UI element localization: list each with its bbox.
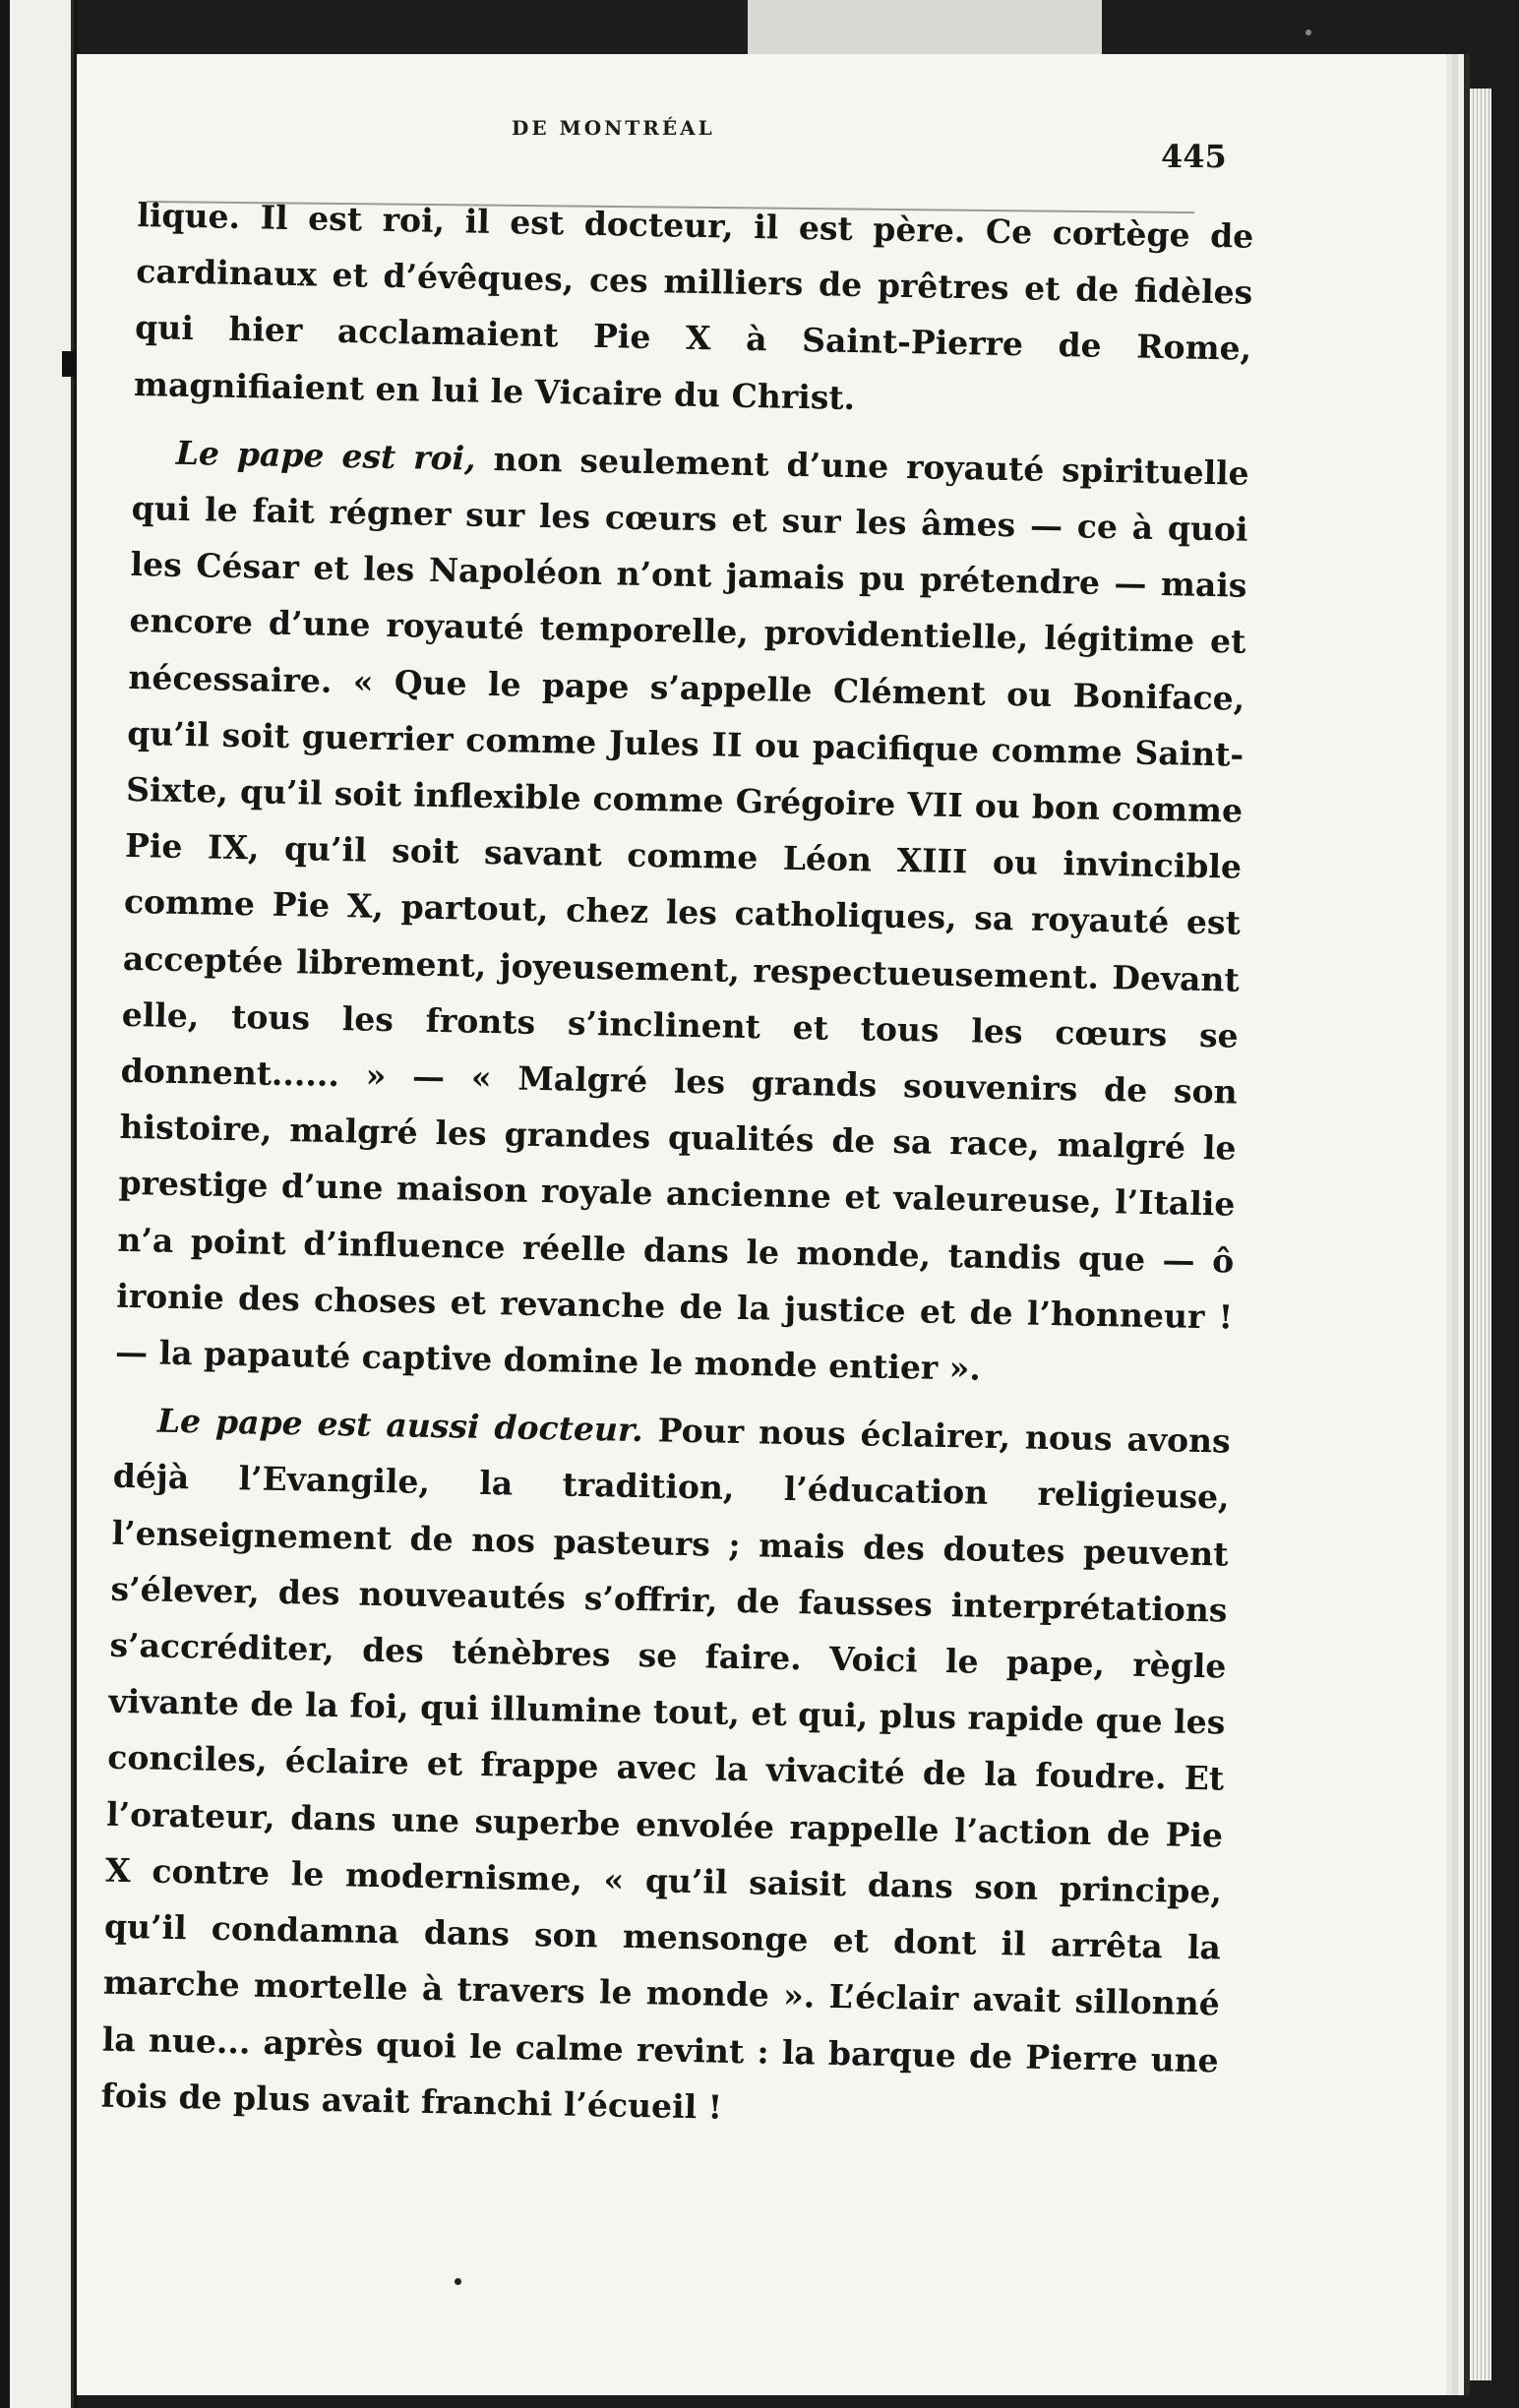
paragraph-2-text: non seulement d’une royauté spirituelle qui le fait régner sur les cœurs et sur les âmes — ce à quoi les César et les Napoléon n’ont jamais pu prétendre — mais encore d’une royauté temporelle, providentielle, légitime et nécessaire. « Que le pape s’appelle Clément ou Boniface, qu’il soit guerrier comme Jules II ou pacifique comme Saint-Sixte, qu’il soit inflexible comme Grégoire VII ou bon comme Pie IX, qu’il soit savant comme Léon XIII ou invincible comme Pie X, partout, chez les catholiques, sa royauté est acceptée librement, joyeusement, respectueusement. Devant elle, tous les fronts s’inclinent et tous les cœurs se donnent...... » — « Malgré les grands souvenirs de son histoire, malgré les grandes qualités de sa race, malgré le prestige d’une maison royale ancienne et valeureuse, l’Italie n’a point d’influence réelle dans le monde, tandis que — ô ironie des choses et revanche de la justice et de l’honneur ! — la papauté captive domine le monde entier ».	[114, 439, 1250, 1388]
paragraph-3-lead: Le pape est aussi docteur.	[156, 1401, 644, 1450]
running-title: DE MONTRÉAL	[512, 116, 715, 140]
dust-speck	[1306, 30, 1311, 35]
page-stack-edge	[1466, 89, 1491, 2380]
paragraph-1: lique. Il est roi, il est docteur, il est père. Ce cortège de cardinaux et d’évêques, ces milliers de prêtres et de fidèles qui hier acclamaient Pie X à Saint-Pierre de Rome, magnifiaient en lui le Vicaire du Christ.	[133, 195, 1254, 417]
page-number: 445	[1161, 138, 1227, 175]
ink-dot	[455, 2278, 461, 2285]
paragraph-3-text: Pour nous éclairer, nous avons déjà l’Evangile, la tradition, l’éducation religieuse, l’enseignement de nos pasteurs ; mais des doutes peuvent s’élever, des nouveautés s’offrir, de fausses interprétations s’accréditer, des ténèbres se faire. Voici le pape, règle vivante de la foi, qui illumine tout, et qui, plus rapide que les conciles, éclaire et frappe avec la vivacité de la foudre. Et l’orateur, dans une superbe envolée rappelle l’action de Pie X contre le modernisme, « qu’il saisit dans son principe, qu’il condamna dans son mensonge et dont il arrêta la marche mortelle à travers le monde ». L’éclair avait sillonné la nue... après quoi le calme revint : la barque de Pierre une fois de plus avait franchi l’écueil !	[100, 1411, 1232, 2127]
paragraph-3	[100, 1392, 1231, 2144]
page-body	[100, 187, 1254, 2144]
binding-mark	[62, 351, 78, 377]
background-paper-scrap	[748, 0, 1102, 61]
paragraph-2-lead: Le pape est roi,	[175, 433, 476, 478]
paragraph-2	[115, 424, 1249, 1402]
